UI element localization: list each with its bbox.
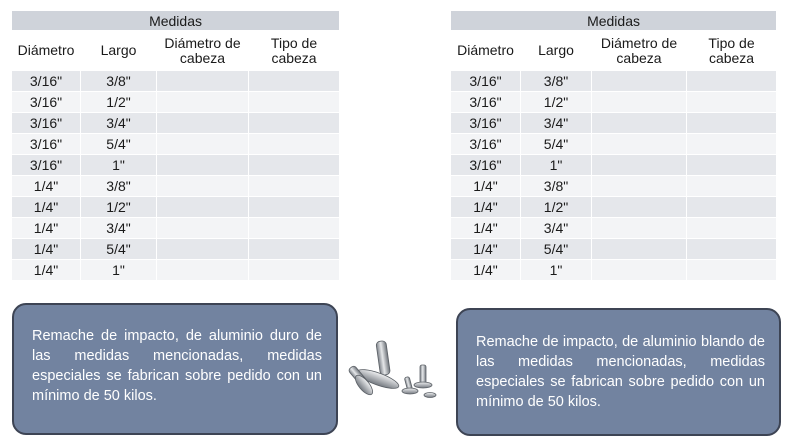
group-header: Medidas [451, 11, 777, 31]
description-box-soft-aluminum: Remache de impacto, de aluminio blando de las medidas mencionadas, medidas especiales se fabrican sobre pedido con un mínimo de 50 kilos. [456, 308, 781, 436]
cell-diameter: 1/4" [451, 176, 521, 197]
cell-diameter: 1/4" [451, 197, 521, 218]
cell-length: 3/8" [521, 176, 592, 197]
cell-head-type [687, 197, 777, 218]
table-row [12, 218, 340, 239]
table-row [12, 176, 340, 197]
description-box-hard-aluminum: Remache de impacto, de aluminio duro de las medidas mencionadas, medidas especiales se fabrican sobre pedido con un mínimo de 50 kilos. [12, 303, 338, 435]
cell-length: 3/4" [521, 113, 592, 134]
cell-head-diameter [592, 176, 687, 197]
cell-head-type [687, 134, 777, 155]
cell-head-diameter [592, 260, 687, 281]
table-row [12, 92, 340, 113]
cell-length: 5/4" [81, 239, 157, 260]
measurements-table-right [450, 10, 777, 281]
cell-head-type [249, 239, 340, 260]
cell-head-type [249, 71, 340, 92]
rivets-photo [340, 327, 444, 409]
cell-length: 5/4" [521, 134, 592, 155]
cell-head-type [687, 155, 777, 176]
cell-head-diameter [592, 218, 687, 239]
table-row [451, 71, 777, 92]
measurements-table-left [11, 10, 340, 281]
column-header-diameter: Diámetro [451, 31, 521, 71]
cell-diameter: 1/4" [12, 197, 81, 218]
cell-diameter: 3/16" [451, 71, 521, 92]
cell-head-diameter [157, 71, 249, 92]
cell-length: 3/8" [81, 71, 157, 92]
cell-head-diameter [592, 155, 687, 176]
cell-diameter: 1/4" [12, 239, 81, 260]
cell-length: 1" [81, 260, 157, 281]
table-row [12, 71, 340, 92]
cell-head-diameter [157, 218, 249, 239]
cell-head-type [687, 239, 777, 260]
table-row [451, 134, 777, 155]
cell-diameter: 1/4" [12, 260, 81, 281]
cell-head-type [249, 155, 340, 176]
column-header-diameter: Diámetro [12, 31, 81, 71]
cell-head-type [687, 218, 777, 239]
cell-diameter: 3/16" [451, 134, 521, 155]
cell-length: 1/2" [521, 197, 592, 218]
table-row [12, 260, 340, 281]
cell-head-diameter [592, 92, 687, 113]
cell-head-diameter [157, 197, 249, 218]
cell-head-type [249, 176, 340, 197]
cell-diameter: 3/16" [451, 92, 521, 113]
table-row [451, 92, 777, 113]
cell-head-diameter [157, 239, 249, 260]
table-row [12, 113, 340, 134]
cell-head-diameter [157, 260, 249, 281]
cell-head-diameter [592, 197, 687, 218]
column-header-head-type: Tipo de cabeza [249, 31, 340, 71]
cell-length: 1/2" [521, 92, 592, 113]
cell-diameter: 3/16" [12, 155, 81, 176]
cell-diameter: 1/4" [451, 218, 521, 239]
cell-diameter: 3/16" [12, 92, 81, 113]
cell-head-diameter [592, 71, 687, 92]
column-header-head-diameter: Diámetro de cabeza [592, 31, 687, 71]
cell-head-diameter [157, 113, 249, 134]
cell-diameter: 1/4" [12, 176, 81, 197]
cell-diameter: 3/16" [451, 155, 521, 176]
cell-diameter: 1/4" [12, 218, 81, 239]
cell-length: 3/8" [81, 176, 157, 197]
cell-diameter: 3/16" [12, 71, 81, 92]
table-row [12, 134, 340, 155]
cell-diameter: 1/4" [451, 260, 521, 281]
cell-head-type [249, 260, 340, 281]
cell-head-diameter [592, 239, 687, 260]
cell-length: 5/4" [521, 239, 592, 260]
group-header: Medidas [12, 11, 340, 31]
cell-head-type [249, 134, 340, 155]
table-row [451, 113, 777, 134]
cell-length: 5/4" [81, 134, 157, 155]
cell-head-diameter [157, 92, 249, 113]
cell-length: 1" [521, 260, 592, 281]
cell-length: 3/4" [521, 218, 592, 239]
cell-head-type [249, 197, 340, 218]
cell-diameter: 3/16" [12, 113, 81, 134]
table-row [451, 155, 777, 176]
cell-head-type [249, 218, 340, 239]
cell-length: 1" [521, 155, 592, 176]
cell-length: 1" [81, 155, 157, 176]
column-header-length: Largo [521, 31, 592, 71]
cell-head-type [249, 113, 340, 134]
cell-head-type [687, 176, 777, 197]
cell-length: 3/4" [81, 113, 157, 134]
table-row [451, 218, 777, 239]
cell-head-diameter [157, 155, 249, 176]
table-row [12, 155, 340, 176]
cell-head-type [687, 92, 777, 113]
column-header-head-type: Tipo de cabeza [687, 31, 777, 71]
cell-head-type [249, 92, 340, 113]
cell-head-type [687, 71, 777, 92]
cell-length: 1/2" [81, 92, 157, 113]
table-row [451, 239, 777, 260]
cell-head-type [687, 113, 777, 134]
cell-head-diameter [592, 134, 687, 155]
cell-head-type [687, 260, 777, 281]
cell-head-diameter [157, 134, 249, 155]
cell-length: 1/2" [81, 197, 157, 218]
column-header-head-diameter: Diámetro de cabeza [157, 31, 249, 71]
cell-diameter: 3/16" [451, 113, 521, 134]
cell-diameter: 3/16" [12, 134, 81, 155]
table-row [451, 176, 777, 197]
table-row [451, 197, 777, 218]
table-row [451, 260, 777, 281]
table-row [12, 197, 340, 218]
cell-length: 3/8" [521, 71, 592, 92]
table-row [12, 239, 340, 260]
cell-head-diameter [157, 176, 249, 197]
cell-head-diameter [592, 113, 687, 134]
column-header-length: Largo [81, 31, 157, 71]
cell-length: 3/4" [81, 218, 157, 239]
cell-diameter: 1/4" [451, 239, 521, 260]
